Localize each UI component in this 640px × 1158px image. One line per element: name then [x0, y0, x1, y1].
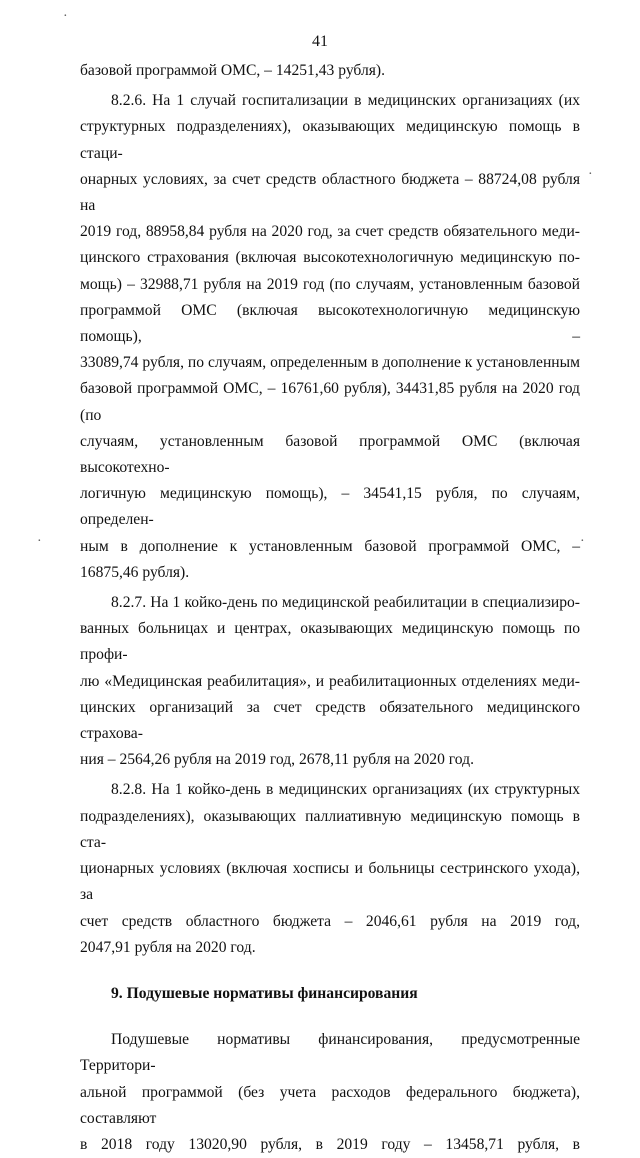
- text-line: 2019 год, 88958,84 рубля на 2020 год, за счет средств обязательного меди-: [80, 223, 580, 241]
- scan-mark: ·: [37, 534, 42, 549]
- text-line: мощь) – 32988,71 рубля на 2019 год (по случаям, установленным базовой: [80, 275, 580, 293]
- text-line: цинских организаций за счет средств обязательного медицинского страхова-: [80, 698, 580, 743]
- scan-mark: ·: [63, 9, 68, 24]
- text-line: программой ОМС (включая высокотехнологичную медицинскую помощь), –: [80, 301, 580, 346]
- text-line: лю «Медицинская реабилитация», и реабилитационных отделениях меди-: [80, 672, 580, 690]
- text-line: ния – 2564,26 рубля на 2019 год, 2678,11 рубля на 2020 год.: [80, 751, 474, 769]
- text-line: 8.2.7. На 1 койко-день по медицинской реабилитации в специализиро-: [111, 594, 580, 612]
- scan-mark: ·: [588, 167, 593, 182]
- paragraph-8-2-8: [80, 777, 580, 960]
- text-line: ным в дополнение к установленным базовой программой ОМС, –: [80, 537, 580, 555]
- section-heading: 9. Подушевые нормативы финансирования: [111, 984, 418, 1002]
- text-line: подразделениях), оказывающих паллиативную медицинскую помощь в ста-: [80, 807, 580, 851]
- paragraph-continuation: [80, 58, 580, 84]
- paragraph-8-2-7: [80, 590, 580, 773]
- text-line: 33089,74 рубля, по случаям, определенным в дополнение к установленным: [80, 354, 580, 372]
- text-line: ционарных условиях (включая хосписы и больницы сестринского ухода), за: [80, 860, 580, 904]
- text-line: структурных подразделениях), оказывающих медицинскую помощь в стаци-: [80, 118, 580, 162]
- scan-mark: ·: [580, 534, 585, 549]
- text-line: 8.2.8. На 1 койко-день в медицинских организациях (их структурных: [111, 781, 580, 799]
- text-line: 16875,46 рубля).: [80, 563, 190, 581]
- text-line: альной программой (без учета расходов федерального бюджета), составляют: [80, 1083, 580, 1127]
- text-line: цинского страхования (включая высокотехнологичную медицинскую по-: [80, 249, 580, 267]
- text-line: в 2018 году 13020,90 рубля, в 2019 году – 13458,71 рубля, в: [80, 1135, 580, 1153]
- text-line: базовой программой ОМС, – 16761,60 рубля), 34431,85 рубля на 2020 год (по: [80, 380, 580, 424]
- text-line: Подушевые нормативы финансирования, предусмотренные Территори-: [80, 1031, 580, 1075]
- paragraph-section-9: [80, 1027, 580, 1158]
- page-number: 41: [312, 33, 328, 50]
- text-line: случаям, установленным базовой программой ОМС (включая высокотехно-: [80, 432, 580, 477]
- text-line: 2047,91 рубля на 2020 год.: [80, 938, 256, 956]
- text-line: счет средств областного бюджета – 2046,61 рубля на 2019 год,: [80, 912, 580, 930]
- text-line: базовой программой ОМС, – 14251,43 рубля).: [80, 62, 386, 79]
- text-line: логичную медицинскую помощь), – 34541,15 рубля, по случаям, определен-: [80, 485, 580, 529]
- paragraph-8-2-6: [80, 88, 580, 586]
- document-body: [80, 58, 580, 1158]
- text-line: ванных больницах и центрах, оказывающих медицинскую помощь по профи-: [80, 620, 580, 664]
- text-line: онарных условиях, за счет средств областного бюджета – 88724,08 рубля на: [80, 170, 580, 215]
- text-line: 8.2.6. На 1 случай госпитализации в медицинских организациях (их: [111, 92, 580, 110]
